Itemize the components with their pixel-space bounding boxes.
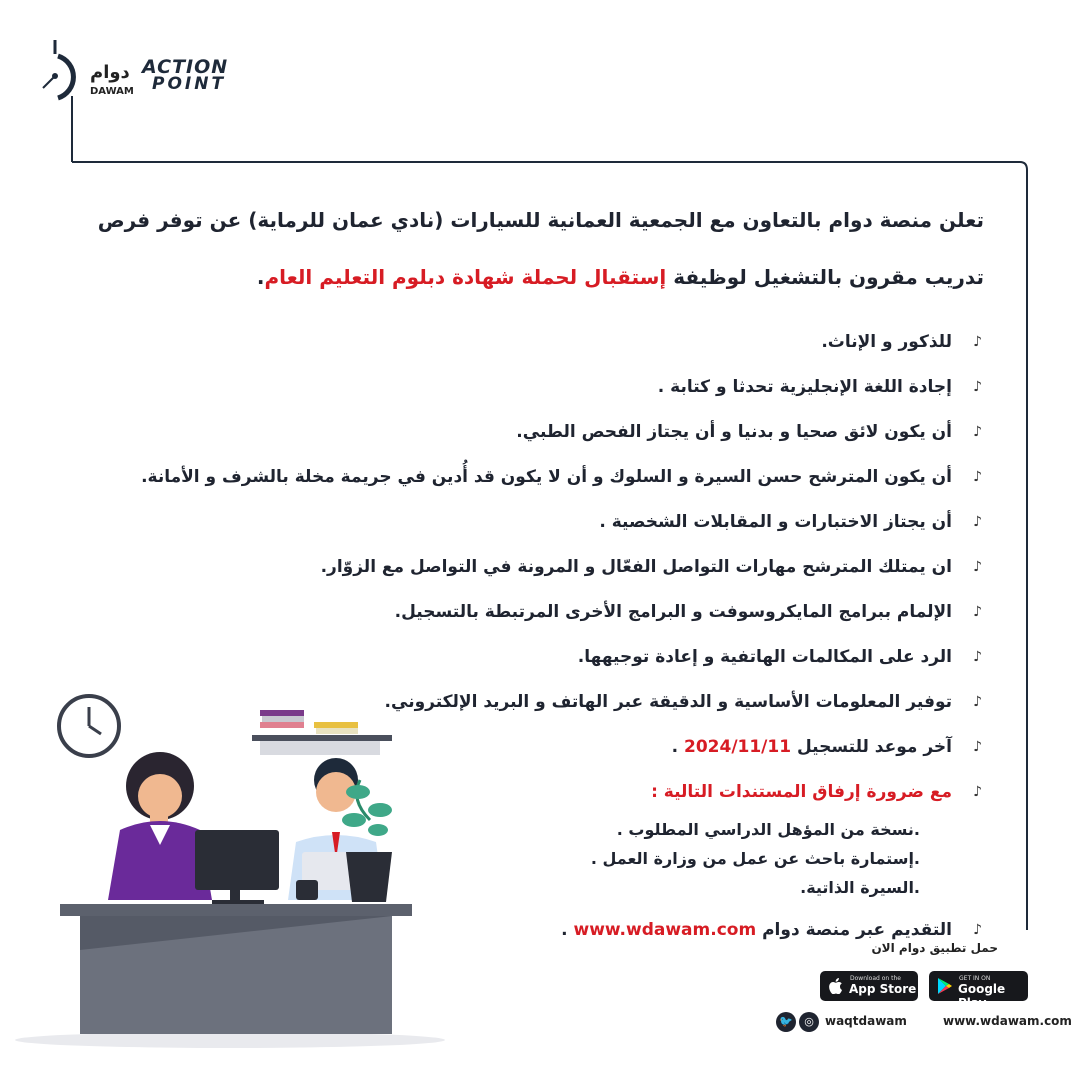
job-title-highlight: إستقبال لحملة شهادة دبلوم التعليم العام (264, 265, 667, 289)
bullet-icon: ♪ (973, 379, 982, 395)
apply-link[interactable]: www.wdawam.com (573, 920, 757, 940)
list-item: ♪ إجادة اللغة الإنجليزية تحدثا و كتابة . (84, 365, 984, 410)
deadline-date: 2024/11/11 (684, 737, 792, 757)
apple-icon (829, 978, 843, 994)
google-play-icon (936, 977, 954, 995)
instagram-icon[interactable]: ◎ (799, 1012, 819, 1032)
list-item: ♪ للذكور و الإناث. (84, 320, 984, 365)
social-handle[interactable]: waqtdawam (825, 1014, 907, 1028)
list-item: ♪ الإلمام ببرامج المايكروسوفت و البرامج الأخرى المرتبطة بالتسجيل. (84, 590, 984, 635)
bullet-icon: ♪ (973, 694, 982, 710)
list-item: ♪ أن يكون المترشح حسن السيرة و السلوك و أن لا يكون قد أُدين في جريمة مخلة بالشرف و الأمانة. (84, 455, 984, 500)
wall-clock-icon (59, 696, 119, 756)
header-logos (38, 36, 278, 106)
office-illustration (0, 680, 460, 1060)
app-store-button[interactable] (820, 971, 918, 1001)
bullet-icon: ♪ (973, 739, 982, 755)
app-store-small-text: Download on the (850, 975, 901, 982)
apply-item: ♪ التقديم عبر منصة دوام www.wdawam.com . (84, 908, 984, 953)
list-item: .نسخة من المؤهل الدراسي المطلوب . (616, 820, 920, 839)
intro-text: تعلن منصة دوام بالتعاون مع الجمعية العمانية للسيارات (نادي عمان للرماية) عن توفر فرص تدريب مقرون بالتشغيل لوظيفة (97, 208, 984, 289)
dawam-logo-icon (38, 36, 98, 106)
list-item: .إستمارة باحث عن عمل من وزارة العمل . (590, 849, 920, 868)
dawam-logo-arabic: دوام (90, 62, 130, 83)
bullet-icon: ♪ (973, 334, 982, 350)
action-point-logo-line2: POINT (152, 74, 227, 94)
dawam-logo-english: DAWAM (90, 86, 134, 97)
deadline-item: ♪ آخر موعد للتسجيل 2024/11/11 . (84, 725, 984, 770)
list-item: ♪ ان يمتلك المترشح مهارات التواصل الفعّال و المرونة في التواصل مع الزوّار. (84, 545, 984, 590)
bullet-icon: ♪ (973, 649, 982, 665)
list-item: ♪ أن يكون لائق صحيا و بدنيا و أن يجتاز الفحص الطبي. (84, 410, 984, 455)
bullet-icon: ♪ (973, 559, 982, 575)
list-item: ♪ الرد على المكالمات الهاتفية و إعادة توجيهها. (84, 635, 984, 680)
bullet-icon: ♪ (973, 604, 982, 620)
bullet-icon: ♪ (973, 424, 982, 440)
documents-heading: ♪ مع ضرورة إرفاق المستندات التالية : (84, 770, 984, 815)
google-play-small-text: GET IN ON (959, 975, 991, 982)
twitter-icon[interactable]: 🐦 (776, 1012, 796, 1032)
social-links (776, 1012, 936, 1034)
bullet-icon: ♪ (973, 469, 982, 485)
intro-end: . (256, 265, 265, 289)
action-point-logo (142, 56, 282, 96)
intro-paragraph (84, 192, 984, 306)
website-link[interactable]: www.wdawam.com (943, 1014, 1072, 1028)
bullet-icon: ♪ (973, 922, 982, 938)
action-point-logo-line1: ACTION (142, 56, 229, 78)
list-item: ♪ توفير المعلومات الأساسية و الدقيقة عبر الهاتف و البريد الإلكتروني. (84, 680, 984, 725)
app-download-label: حمل تطبيق دوام الان (871, 941, 998, 955)
google-play-button[interactable] (929, 971, 1028, 1010)
bullet-icon: ♪ (973, 514, 982, 530)
app-store-big-text: App Store (849, 982, 917, 996)
bullet-icon: ♪ (973, 784, 982, 800)
list-item: .السيرة الذاتية. (800, 878, 920, 897)
google-play-big-text: Google Play (958, 982, 1006, 1010)
list-item: ♪ أن يجتاز الاختبارات و المقابلات الشخصية . (84, 500, 984, 545)
